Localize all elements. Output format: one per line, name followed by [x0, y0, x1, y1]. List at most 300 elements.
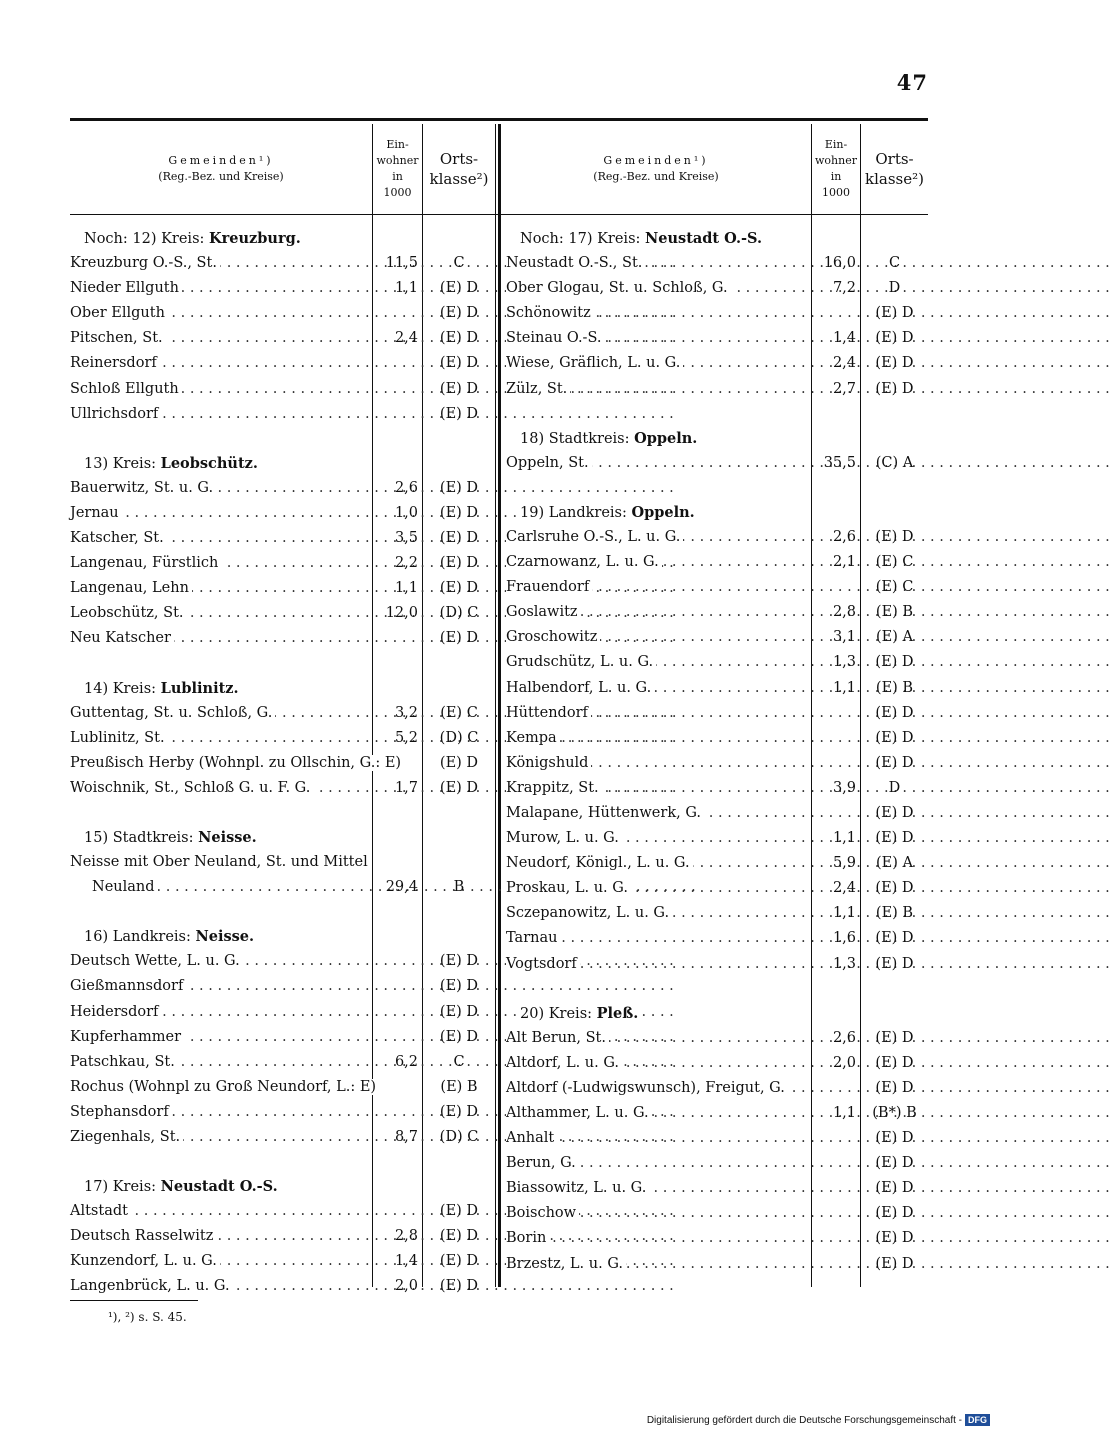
table-row: [70, 1274, 495, 1299]
ortsklasse-value: (E) B: [875, 679, 914, 696]
table-row: [506, 726, 928, 751]
municipality-name: Krappitz, St.: [506, 780, 602, 796]
municipality-name: Vogtsdorf: [506, 956, 580, 972]
footnote: ¹), ²) s. S. 45.: [108, 1310, 187, 1324]
einwohner-value: 1,3: [832, 955, 856, 972]
municipality-name: Kupferhammer: [70, 1029, 184, 1045]
district-name: Kreuzburg.: [209, 230, 301, 247]
einwohner-value: 1,1: [832, 905, 856, 922]
einwohner-value: 2,8: [832, 604, 856, 621]
dfg-logo: DFG: [965, 1414, 990, 1426]
table-row: [506, 1101, 928, 1126]
district-name: Neisse.: [195, 928, 255, 946]
district-heading-label: 15) Stadtkreis: Neisse.: [84, 830, 260, 846]
ortsklasse-value: (C) A: [875, 454, 914, 471]
municipality-name: Goslawitz: [506, 604, 581, 620]
ortsklasse-value: (E) D: [875, 754, 914, 771]
ortsklasse-value: (E) D: [439, 330, 479, 347]
ortsklasse-value: (E) D: [875, 1130, 914, 1147]
municipality-name: Heidersdorf: [70, 1004, 161, 1020]
header-einw-line1: Ein-: [824, 138, 848, 151]
einwohner-value: 2,7: [832, 380, 856, 397]
ortsklasse-value: D: [888, 779, 901, 796]
einwohner-value: 6,2: [394, 1053, 418, 1070]
table-row: [506, 525, 928, 550]
table-row: [70, 326, 495, 351]
ortsklasse-value: (E) A: [876, 855, 913, 872]
spacer: [70, 652, 495, 676]
table-row: [70, 626, 495, 651]
einwohner-value: 5,2: [394, 729, 418, 746]
municipality-name: Halbendorf, L. u. G.: [506, 680, 654, 696]
table-row: [70, 875, 495, 900]
district-heading: [506, 226, 928, 251]
right-column: [506, 226, 928, 1277]
district-heading: [70, 1174, 495, 1199]
table-row: [506, 276, 928, 301]
municipality-name: Reinersdorf: [70, 355, 160, 371]
district-heading: [506, 426, 928, 451]
einwohner-value: 1,1: [394, 580, 418, 597]
header-gemeinden-sub: (Reg.-Bez. und Kreise): [593, 170, 719, 183]
municipality-name: Anhalt: [506, 1130, 557, 1146]
municipality-name: Lublinitz, St.: [70, 730, 168, 746]
einwohner-value: 5,9: [832, 855, 856, 872]
district-heading-label: 13) Kreis: Leobschütz.: [84, 456, 261, 472]
ortsklasse-value: (B*) B: [872, 1105, 917, 1121]
table-row: [506, 1151, 928, 1176]
district-heading: [70, 451, 495, 476]
municipality-name: Gießmannsdorf: [70, 978, 186, 994]
ortsklasse-value: (E) D: [875, 1155, 914, 1172]
table-row: [506, 326, 928, 351]
einwohner-value: 8,7: [394, 1129, 418, 1145]
spacer: [506, 977, 928, 1001]
ortsklasse-value: (E) D: [875, 1205, 914, 1222]
table-row: [70, 526, 495, 551]
header-klasse-line2: klasse²): [429, 170, 489, 188]
table-row: [70, 1100, 495, 1125]
table-row: [70, 1224, 495, 1249]
ortsklasse-value: (E) D: [439, 630, 479, 647]
table-row: [70, 476, 495, 501]
header-einw-line1: Ein-: [386, 138, 409, 151]
municipality-name: Königshuld: [506, 755, 591, 771]
header-rule: [70, 214, 928, 215]
municipality-name: Alt Berun, St.: [506, 1030, 609, 1046]
header-gemeinden-left: [70, 124, 372, 214]
municipality-name: Czarnowanz, L. u. G.: [506, 554, 662, 570]
einwohner-value: 1,4: [832, 330, 856, 347]
ortsklasse-value: (E) D: [439, 953, 479, 970]
ortsklasse-value: (E) D: [875, 355, 914, 372]
header-ortsklasse-left: [423, 124, 495, 214]
district-heading: [70, 676, 495, 701]
municipality-name: Ullrichsdorf: [70, 406, 161, 422]
municipality-name: Boischow: [506, 1205, 579, 1221]
ortsklasse-value: (E) D: [875, 654, 914, 671]
ortsklasse-value: (E) D: [439, 779, 479, 796]
municipality-name: Rochus (Wohnpl zu Groß Neundorf, L.: E): [70, 1079, 379, 1095]
table-row: [506, 575, 928, 600]
municipality-name: Grudschütz, L. u. G.: [506, 654, 656, 670]
municipality-name: Pitschen, St.: [70, 330, 166, 346]
ortsklasse-value: (E) D: [875, 528, 914, 545]
einwohner-value: 2,6: [394, 479, 418, 496]
municipality-name: Sczepanowitz, L. u. G.: [506, 905, 672, 921]
municipality-name: Langenau, Lehn: [70, 580, 192, 596]
footnote-rule: [70, 1300, 198, 1301]
einwohner-value: 35,5: [823, 454, 856, 471]
einwohner-value: 1,0: [394, 504, 418, 521]
header-gemeinden-sub: (Reg.-Bez. und Kreise): [158, 170, 284, 183]
ortsklasse-value: (E) D: [439, 530, 479, 547]
table-row: [70, 1199, 495, 1224]
einwohner-value: 2,6: [832, 1029, 856, 1046]
table-row: [70, 776, 495, 801]
table-row: [506, 1226, 928, 1251]
municipality-name: Ober Ellguth: [70, 305, 168, 321]
ortsklasse-value: (E) D: [439, 380, 479, 397]
table-row: [506, 676, 928, 701]
table-row: [506, 701, 928, 726]
table-row: [506, 801, 928, 826]
table-row: [70, 1050, 495, 1075]
municipality-name: Kreuzburg O.-S., St.: [70, 255, 220, 271]
ortsklasse-value: (E) D: [439, 1103, 479, 1120]
ortsklasse-value: (E) D: [875, 930, 914, 947]
table-row: [506, 876, 928, 901]
ortsklasse-value: (E) D: [439, 355, 479, 372]
district-heading: [506, 1001, 928, 1026]
municipality-name: Frauendorf: [506, 579, 592, 595]
table-row: [506, 1201, 928, 1226]
ortsklasse-value: (E) B: [875, 604, 914, 621]
ortsklasse-value: (E) D: [439, 1003, 479, 1020]
header-einw-line3: in: [830, 170, 842, 183]
municipality-name: Ober Glogau, St. u. Schloß, G.: [506, 280, 731, 296]
municipality-name: Groschowitz: [506, 629, 600, 645]
municipality-name: Carlsruhe O.-S., L. u. G.: [506, 529, 683, 545]
municipality-name: Murow, L. u. G.: [506, 830, 622, 846]
municipality-name: Malapane, Hüttenwerk, G.: [506, 805, 704, 821]
header-klasse-line2: klasse²): [865, 170, 924, 188]
municipality-name: Stephansdorf: [70, 1104, 172, 1120]
ortsklasse-value: (E) D: [439, 1028, 479, 1045]
municipality-name: Tarnau: [506, 930, 560, 946]
top-rule: [70, 118, 928, 121]
ortsklasse-value: (E) D: [439, 1278, 479, 1295]
municipality-name: Schönowitz: [506, 305, 594, 321]
einwohner-value: 2,0: [832, 1054, 856, 1071]
municipality-name: Borin: [506, 1230, 549, 1246]
einwohner-value: 1,6: [832, 930, 856, 947]
header-gemeinden-right: [501, 124, 811, 214]
district-heading: [506, 500, 928, 525]
municipality-name: Altstadt: [70, 1203, 131, 1219]
district-name: Neustadt O.-S.: [645, 230, 763, 247]
municipality-name: Deutsch Wette, L. u. G.: [70, 953, 243, 969]
ortsklasse-value: D: [888, 280, 901, 297]
einwohner-value: 2,2: [394, 555, 418, 572]
district-heading: [70, 226, 495, 251]
einwohner-value: 12,0: [385, 605, 418, 622]
ortsklasse-value: (E) D: [439, 555, 479, 572]
district-name: Lublinitz.: [160, 679, 239, 697]
table-row: [506, 851, 928, 876]
einwohner-value: 3,9: [832, 779, 856, 796]
header-einw-line3: in: [392, 170, 403, 183]
ortsklasse-value: (E) D: [875, 880, 914, 897]
district-heading-label: Noch: 12) Kreis: Kreuzburg.: [84, 231, 304, 247]
einwohner-value: 3,5: [394, 530, 418, 547]
district-name: Leobschütz.: [160, 454, 258, 472]
einwohner-value: 2,4: [394, 330, 418, 347]
table-row: [506, 751, 928, 776]
ortsklasse-value: (E) D: [439, 754, 479, 771]
einwohner-value: 3,1: [832, 629, 856, 646]
municipality-name: Proskau, L. u. G.: [506, 880, 631, 896]
einwohner-value: 1,1: [832, 679, 856, 696]
header-klasse-line1: Orts-: [439, 150, 479, 168]
table-row: [506, 776, 928, 801]
ortsklasse-value: (D) C: [439, 605, 479, 622]
einwohner-value: 1,3: [832, 654, 856, 671]
table-row: [506, 1026, 928, 1051]
table-row: [70, 1000, 495, 1025]
table-row: [506, 451, 928, 476]
municipality-name: Bauerwitz, St. u. G.: [70, 480, 216, 496]
municipality-name: Altdorf (-Ludwigswunsch), Freigut, G.: [506, 1080, 788, 1096]
einwohner-value: 11,5: [385, 255, 418, 272]
einwohner-value: 1,4: [394, 1253, 418, 1270]
ortsklasse-value: (E) D: [439, 1228, 479, 1245]
table-row: [506, 351, 928, 376]
municipality-name: Woischnik, St., Schloß G. u. F. G.: [70, 780, 313, 796]
municipality-name: Neuland: [92, 879, 158, 895]
header-einw-line4: 1000: [383, 186, 412, 199]
ortsklasse-value: (E) D: [439, 405, 479, 422]
einwohner-value: 1,1: [832, 1105, 856, 1121]
municipality-name: Neu Katscher: [70, 630, 174, 646]
district-name: Neisse.: [198, 828, 257, 846]
table-row: [506, 1252, 928, 1277]
ortsklasse-value: (E) D: [875, 1029, 914, 1046]
ortsklasse-value: (E) D: [875, 1230, 914, 1247]
ortsklasse-value: (D) C: [439, 1129, 479, 1145]
ortsklasse-value: (E) B: [440, 1078, 478, 1095]
header-einw-line2: wohner: [815, 154, 857, 167]
table-row: [70, 850, 495, 875]
table-row: [506, 926, 928, 951]
municipality-name: Jernau: [70, 505, 122, 521]
municipality-name: Langenbrück, L. u. G.: [70, 1278, 233, 1294]
table-row: [70, 301, 495, 326]
spacer: [70, 801, 495, 825]
municipality-name: Katscher, St.: [70, 530, 167, 546]
table-row: [506, 901, 928, 926]
municipality-name: Neudorf, Königl., L. u. G.: [506, 855, 693, 871]
district-heading-label: 16) Landkreis: Neisse.: [84, 929, 257, 945]
einwohner-value: 1,1: [394, 280, 418, 297]
ortsklasse-value: (E) D: [439, 305, 479, 322]
municipality-name: Zülz, St.: [506, 381, 570, 397]
einwohner-value: 2,8: [394, 1228, 418, 1245]
table-row: [506, 1051, 928, 1076]
municipality-name: Neisse mit Ober Neuland, St. und Mittel: [70, 854, 371, 870]
table-row: [506, 625, 928, 650]
ortsklasse-value: (E) D: [439, 280, 479, 297]
table-row: [506, 377, 928, 402]
municipality-name: Altdorf, L. u. G.: [506, 1055, 622, 1071]
municipality-name: Steinau O.-S.: [506, 330, 604, 346]
table-row: [506, 826, 928, 851]
ortsklasse-value: (E) C: [875, 554, 914, 571]
ortsklasse-value: (E) D: [439, 1203, 479, 1220]
municipality-name: Patschkau, St.: [70, 1054, 178, 1070]
table-row: [506, 1076, 928, 1101]
header-einwohner-left: [373, 124, 422, 214]
header-einw-line4: 1000: [822, 186, 850, 199]
ortsklasse-value: (E) C: [440, 704, 478, 721]
district-name: Neustadt O.-S.: [160, 1178, 278, 1196]
table-row: [70, 701, 495, 726]
ortsklasse-value: C: [888, 255, 901, 272]
einwohner-value: 2,0: [394, 1278, 418, 1295]
municipality-name: Ziegenhals, St.: [70, 1129, 183, 1145]
header-klasse-line1: Orts-: [875, 150, 914, 168]
ortsklasse-value: C: [453, 255, 465, 272]
municipality-name: Neustadt O.-S., St.: [506, 255, 645, 271]
municipality-name: Biassowitz, L. u. G.: [506, 1180, 649, 1196]
district-name: Pleß.: [596, 1004, 639, 1022]
municipality-name: Nieder Ellguth: [70, 280, 182, 296]
table-row: [70, 751, 495, 776]
einwohner-value: 16,0: [823, 255, 856, 272]
header-gemeinden-title: Gemeinden¹): [603, 154, 709, 167]
municipality-name: Langenau, Fürstlich: [70, 555, 221, 571]
ortsklasse-value: (E) D: [439, 580, 479, 597]
district-heading-label: 19) Landkreis: Oppeln.: [520, 505, 698, 521]
table-row: [70, 377, 495, 402]
ortsklasse-value: (E) D: [439, 479, 479, 496]
municipality-name: Schloß Ellguth: [70, 381, 182, 397]
municipality-name: Kunzendorf, L. u. G.: [70, 1253, 220, 1269]
table-row: [70, 276, 495, 301]
ortsklasse-value: (E) D: [875, 729, 914, 746]
table-row: [506, 1176, 928, 1201]
table-row: [70, 974, 495, 999]
table-row: [70, 1075, 495, 1100]
ortsklasse-value: (E) D: [439, 978, 479, 995]
municipality-name: Wiese, Gräflich, L. u. G.: [506, 355, 683, 371]
einwohner-value: 2,4: [832, 880, 856, 897]
municipality-name: Guttentag, St. u. Schloß, G.: [70, 705, 275, 721]
table-row: [70, 1125, 495, 1150]
einwohner-value: 3,2: [394, 704, 418, 721]
table-row: [70, 726, 495, 751]
ortsklasse-value: (E) D: [875, 830, 914, 847]
table-row: [506, 650, 928, 675]
district-heading-label: Noch: 17) Kreis: Neustadt O.-S.: [520, 231, 765, 247]
ortsklasse-value: (E) D: [875, 1255, 914, 1272]
table-row: [506, 952, 928, 977]
header-einwohner-right: [812, 124, 860, 214]
ortsklasse-value: (E) D: [875, 804, 914, 821]
table-row: [70, 501, 495, 526]
district-heading: [70, 924, 495, 949]
spacer: [70, 427, 495, 451]
einwohner-value: 2,1: [832, 554, 856, 571]
municipality-name: Oppeln, St.: [506, 455, 592, 471]
einwohner-value: 2,4: [832, 355, 856, 372]
municipality-table: [70, 124, 928, 1295]
ortsklasse-value: (E) D: [439, 504, 479, 521]
spacer: [506, 476, 928, 500]
page-number: 47: [896, 70, 928, 95]
municipality-name: Hüttendorf: [506, 705, 591, 721]
ortsklasse-value: C: [453, 1053, 465, 1070]
table-row: [70, 351, 495, 376]
table-row: [70, 601, 495, 626]
district-heading-label: 20) Kreis: Pleß.: [520, 1006, 641, 1022]
table-row: [506, 1126, 928, 1151]
einwohner-value: 7,2: [832, 280, 856, 297]
table-row: [70, 576, 495, 601]
left-column: [70, 226, 495, 1300]
table-row: [70, 1249, 495, 1274]
table-row: [506, 251, 928, 276]
table-row: [506, 550, 928, 575]
table-row: [70, 402, 495, 427]
einwohner-value: 2,6: [832, 528, 856, 545]
spacer: [70, 1150, 495, 1174]
municipality-name: Preußisch Herby (Wohnpl. zu Ollschin, G.: E): [70, 755, 404, 771]
einwohner-value: 29,4: [385, 879, 418, 896]
ortsklasse-value: (E) A: [876, 629, 913, 646]
ortsklasse-value: B: [453, 879, 465, 896]
municipality-name: Althammer, L. u. G.: [506, 1105, 652, 1121]
header-gemeinden-title: Gemeinden¹): [168, 154, 274, 167]
spacer: [506, 402, 928, 426]
ortsklasse-value: (E) B: [875, 905, 914, 922]
table-row: [70, 1025, 495, 1050]
district-heading: [70, 825, 495, 850]
spacer: [70, 900, 495, 924]
table-row: [70, 551, 495, 576]
municipality-name: Leobschütz, St.: [70, 605, 187, 621]
district-name: Oppeln.: [631, 503, 695, 521]
district-heading-label: 17) Kreis: Neustadt O.-S.: [84, 1179, 281, 1195]
ortsklasse-value: (E) D: [875, 1079, 914, 1096]
digitization-credit: [647, 1414, 990, 1426]
ortsklasse-value: (E) D: [875, 1054, 914, 1071]
einwohner-value: 1,7: [394, 779, 418, 796]
ortsklasse-value: (E) D: [875, 704, 914, 721]
table-row: [70, 251, 495, 276]
ortsklasse-value: (D) C: [439, 729, 479, 746]
ortsklasse-value: (E) D: [875, 380, 914, 397]
district-heading-label: 18) Stadtkreis: Oppeln.: [520, 431, 700, 447]
ortsklasse-value: (E) D: [875, 1180, 914, 1197]
municipality-name: Deutsch Rasselwitz: [70, 1228, 216, 1244]
ortsklasse-value: (E) D: [875, 955, 914, 972]
municipality-name: Berun, G.: [506, 1155, 579, 1171]
header-einw-line2: wohner: [376, 154, 419, 167]
table-row: [70, 949, 495, 974]
municipality-name: Kempa: [506, 730, 560, 746]
district-heading-label: 14) Kreis: Lublinitz.: [84, 681, 242, 697]
